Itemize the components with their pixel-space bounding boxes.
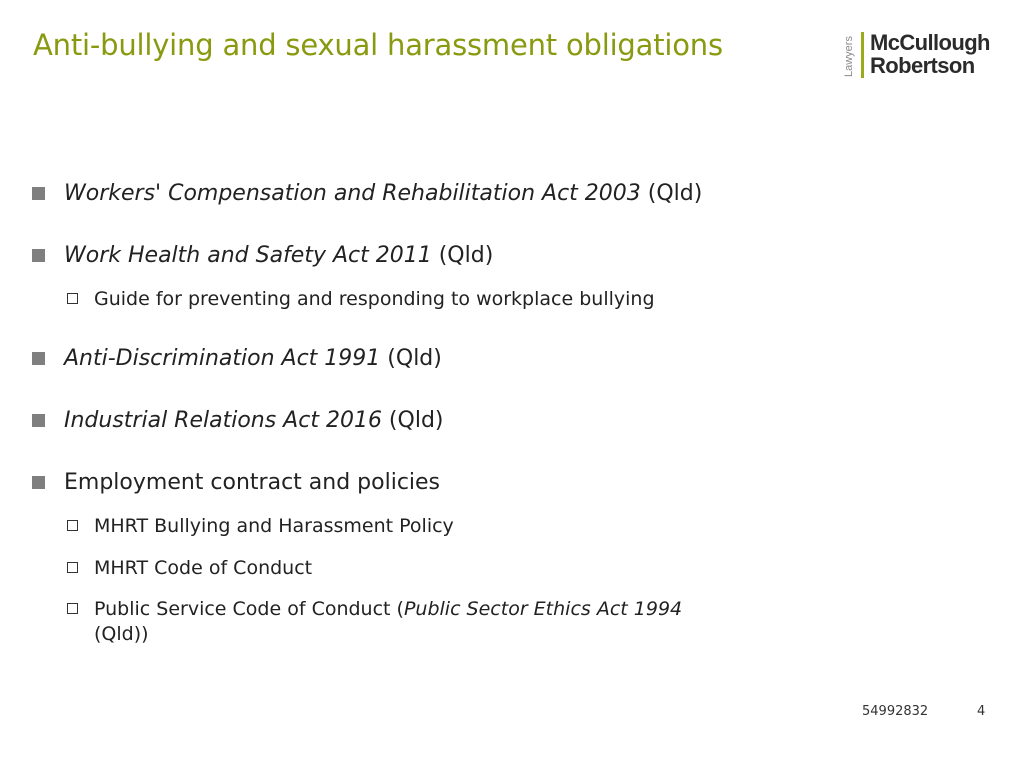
mccullough-robertson-logo bbox=[843, 30, 993, 82]
bullet-item-whs bbox=[32, 243, 493, 268]
act-name: Anti-Discrimination Act 1991 bbox=[64, 346, 381, 371]
sub-item-mhrt-code bbox=[67, 556, 312, 581]
jurisdiction: (Qld) bbox=[380, 346, 442, 371]
jurisdiction: (Qld) bbox=[381, 408, 444, 433]
logo-lawyers-text: Lawyers bbox=[843, 36, 855, 77]
bullet-item-employment bbox=[32, 470, 440, 495]
sub-item-text: MHRT Bullying and Harassment Policy bbox=[94, 515, 454, 537]
sub-item-public-service-code bbox=[67, 597, 707, 647]
logo-line-robertson: Robertson bbox=[870, 53, 975, 78]
logo-divider-bar bbox=[861, 32, 864, 78]
act-name: Work Health and Safety Act 2011 bbox=[64, 243, 432, 268]
bullet-item-wcra bbox=[32, 181, 702, 206]
sub-item-text-tail: (Qld)) bbox=[94, 623, 149, 645]
act-name: Workers' Compensation and Rehabilitation Act 2003 bbox=[64, 181, 641, 206]
sub-item-mhrt-policy bbox=[67, 514, 454, 539]
square-bullet-icon bbox=[32, 249, 45, 262]
jurisdiction: (Qld) bbox=[640, 181, 703, 206]
bullet-text: Employment contract and policies bbox=[64, 470, 441, 495]
jurisdiction: (Qld) bbox=[431, 243, 494, 268]
sub-item-text: Guide for preventing and responding to workplace bullying bbox=[94, 288, 655, 310]
sub-item-text: MHRT Code of Conduct bbox=[94, 557, 313, 579]
act-name: Public Sector Ethics Act 1994 bbox=[403, 598, 683, 620]
sub-item-bullying-guide bbox=[67, 287, 655, 312]
hollow-square-bullet-icon bbox=[67, 562, 78, 573]
act-name: Industrial Relations Act 2016 bbox=[64, 408, 382, 433]
hollow-square-bullet-icon bbox=[67, 293, 78, 304]
slide-title: Anti-bullying and sexual harassment obligations bbox=[33, 28, 723, 62]
sub-item-text: Public Service Code of Conduct ( bbox=[94, 598, 404, 620]
square-bullet-icon bbox=[32, 187, 45, 200]
page-number: 4 bbox=[977, 704, 986, 719]
bullet-item-ira bbox=[32, 408, 444, 433]
hollow-square-bullet-icon bbox=[67, 520, 78, 531]
document-number: 54992832 bbox=[862, 704, 929, 719]
logo-line-mccullough: McCullough bbox=[870, 30, 990, 55]
hollow-square-bullet-icon bbox=[67, 603, 78, 614]
bullet-item-ada bbox=[32, 346, 442, 371]
square-bullet-icon bbox=[32, 414, 45, 427]
square-bullet-icon bbox=[32, 476, 45, 489]
square-bullet-icon bbox=[32, 352, 45, 365]
